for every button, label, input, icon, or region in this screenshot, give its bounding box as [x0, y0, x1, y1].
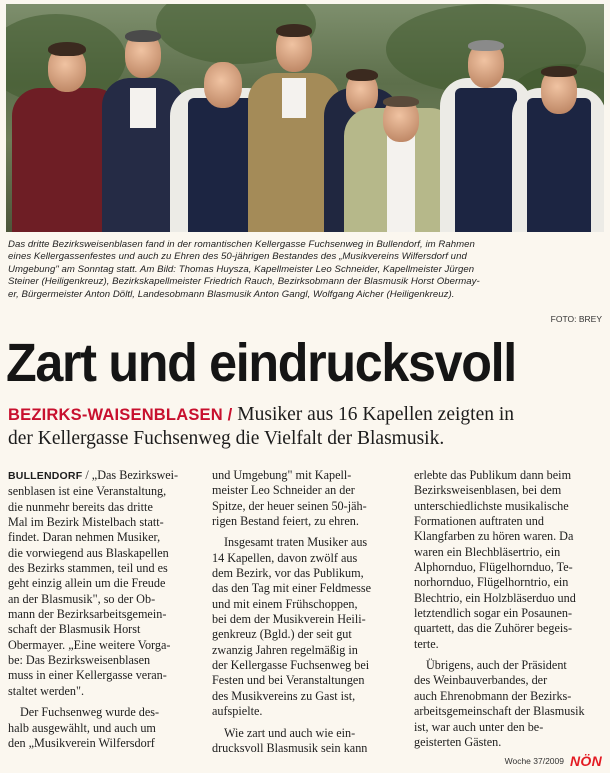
text-line: und mit einem Frühschoppen, [212, 596, 358, 611]
text-line: des Bezirks stammen, teil und es [8, 561, 168, 576]
text-line: genkreuz (Bgld.) der seit gut [212, 627, 352, 642]
article-column-3 [414, 468, 604, 750]
text-line: Insgesamt traten Musiker aus [224, 535, 368, 550]
caption-line: Steiner (Heiligenkreuz), Bezirkskapellmeister Friedrich Rauch, Bezirksobmann der Blasmusik Horst Obermay- [8, 276, 480, 288]
caption-line: er, Bürgermeister Anton Döltl, Landesobmann Blasmusik Anton Gangl, Wolfgang Aicher (Heiligenkreuz). [8, 288, 455, 300]
text-line: Übrigens, auch der Präsident [426, 658, 567, 673]
text-line: den „Musikverein Wilfersdorf [8, 735, 155, 750]
text-line: norhornduo, Flügelhorntrio, ein [414, 575, 569, 590]
text-line: terte. [414, 636, 439, 651]
text-line: an der Blasmusik", so der Ob- [8, 591, 156, 606]
text-line: quartett, das die Zuhörer begeis- [414, 621, 573, 636]
text-line: halb ausgewählt, und auch um [8, 720, 156, 735]
text-line: rigen Bestand feiert, zu ehren. [212, 514, 359, 529]
text-line: mann der Bezirksarbeitsgemein- [8, 607, 167, 622]
page-footer [505, 753, 602, 769]
person-figure [512, 38, 604, 232]
photo-credit: FOTO: BREY [550, 314, 602, 324]
subheadline-line-1 [8, 403, 602, 427]
caption-line: eines Kellergassenfestes und auch zu Ehren des 50-jährigen Bestandes des „Musikvereins Wilfersdorf und [8, 251, 467, 263]
text-line: Alphornduo, Flügelhornduo, Te- [414, 560, 573, 575]
text-line: dem Bezirk, vor das Publikum, [212, 566, 364, 581]
text-line: erlebte das Publikum dann beim [414, 468, 572, 482]
text-line: der Kellergasse Fuchsenweg bei [212, 658, 370, 673]
dateline: BULLENDORF [8, 470, 83, 482]
text-line: auch Ehrenobmann der Bezirks- [414, 688, 572, 703]
text-line: aufspielte. [212, 704, 263, 719]
text-line: schaft der Blasmusik Horst [8, 622, 141, 637]
subheadline [8, 403, 602, 451]
text-line [8, 468, 198, 484]
text-line: muss in einer Kellergasse veran- [8, 668, 167, 683]
article-column-1 [8, 468, 198, 751]
text-line: be: Das Bezirksweisenblasen [8, 653, 151, 668]
headline: Zart und eindrucksvoll [6, 333, 516, 393]
text-line: Obermayer. „Eine weitere Vorga- [8, 637, 171, 652]
text-line: Bezirksweisenblasen, bei dem [414, 483, 562, 498]
text-line: bei dem der Musikverein Heili- [212, 612, 366, 627]
text-line: Festen und bei Veranstaltungen [212, 673, 365, 688]
article-column-2 [212, 468, 402, 756]
text-line: des Weinbauverbandes, der [414, 673, 548, 688]
text-line: letztendlich sogar ein Posaunen- [414, 606, 573, 621]
text-line: Formationen auftraten und [414, 514, 544, 529]
issue-label: Woche 37/2009 [504, 756, 564, 766]
text-line: die vorwiegend aus Blaskapellen [8, 545, 169, 560]
kicker: BEZIRKS-WAISENBLASEN / [8, 406, 233, 424]
subtitle-part-1: Musiker aus 16 Kapellen zeigten in [232, 404, 515, 425]
text-line: ist, war auch unter den be- [414, 719, 544, 734]
photo-caption [8, 239, 602, 301]
caption-line: Das dritte Bezirksweisenblasen fand in der romantischen Kellergasse Fuchsenweg in Bullendorf, im Rahmen [8, 239, 475, 250]
text-line: des Musikvereins zu Gast ist, [212, 688, 356, 703]
text-line: waren ein Blechbläsertrio, ein [414, 544, 561, 559]
text-line: arbeitsgemeinschaft der Blasmusik [414, 704, 585, 719]
text-line: Spitze, der heuer seinen 50-jäh- [212, 498, 367, 513]
text-line: senblasen ist eine Veranstaltung, [8, 484, 167, 499]
text-line: findet. Daran nehmen Musiker, [8, 530, 161, 545]
text-line: Mal im Bezirk Mistelbach statt- [8, 515, 164, 530]
group-photo [6, 4, 604, 232]
text-line: zwanzig Jahren regelmäßig in [212, 642, 358, 657]
subtitle-part-2: der Kellergasse Fuchsenweg die Vielfalt der Blasmusik. [8, 428, 445, 449]
text-line: geisterten Gästen. [414, 734, 502, 749]
text-line: und Umgebung" mit Kapell- [212, 468, 352, 482]
text-line: das den Tag mit einer Feldmesse [212, 581, 372, 596]
text-line: Blechtrio, ein Holzbläserduo und [414, 590, 576, 605]
text-line-rest: / „Das Bezirkswei- [82, 468, 179, 482]
text-line: die nunmehr bereits das dritte [8, 499, 153, 514]
text-line: geht einzig allein um die Freude [8, 576, 166, 591]
text-line: 14 Kapellen, davon zwölf aus [212, 550, 358, 565]
text-line: unterschiedlichste musikalische [414, 498, 569, 513]
text-line: drucksvoll Blasmusik sein kann [212, 740, 368, 755]
newspaper-logo: NÖN [569, 753, 602, 769]
text-line: meister Leo Schneider an der [212, 483, 355, 498]
text-line: staltet werden". [8, 683, 85, 698]
text-line: Wie zart und auch wie ein- [224, 725, 356, 740]
text-line: Der Fuchsenweg wurde des- [20, 705, 160, 720]
caption-line: Umgebung" am Sonntag statt. Am Bild: Thomas Huysza, Kapellmeister Leo Schneider, Kapellmeister Jürgen [8, 263, 475, 275]
text-line: Klangfarben zu hören waren. Da [414, 529, 574, 544]
